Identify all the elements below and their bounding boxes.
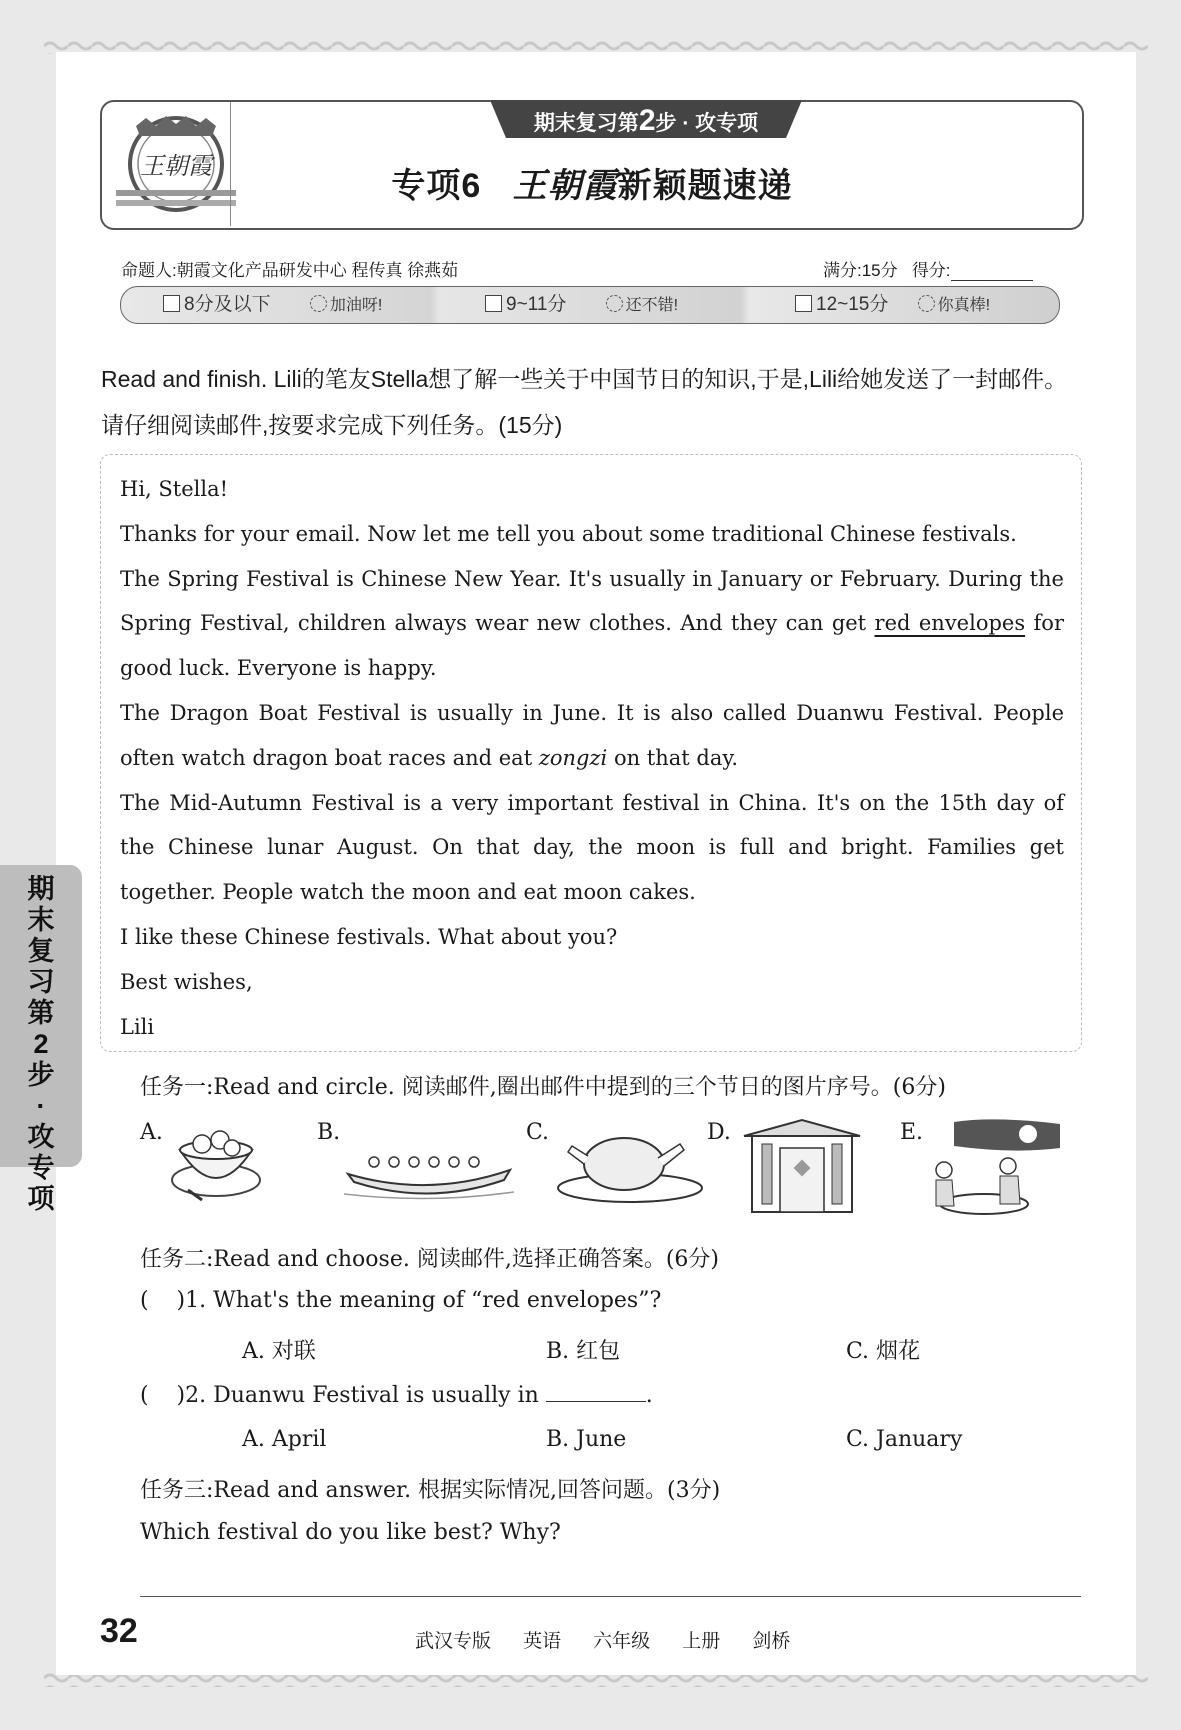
task2-title: 任务二:Read and choose. 阅读邮件,选择正确答案。(6分) — [140, 1247, 719, 1272]
option[interactable]: C. 烟花 — [846, 1339, 921, 1364]
tangyuan-bowl-icon — [168, 1116, 264, 1204]
letter-paragraph: The Dragon Boat Festival is usually in June. It is also called Duanwu Festival. People often watch dragon boat races and eat zongzi on that day. — [120, 700, 1064, 770]
dragon-boat-icon — [344, 1140, 514, 1204]
option[interactable]: B. June — [546, 1427, 627, 1452]
footer-rule — [140, 1596, 1081, 1597]
moon-family-icon — [924, 1118, 1062, 1220]
letter-paragraph: I like these Chinese festivals. What about you? — [120, 924, 618, 949]
header-box — [100, 100, 1084, 230]
question-1: ( )1. What's the meaning of “red envelopes”? — [140, 1288, 662, 1313]
instruction: Read and finish. Lili的笔友Stella想了解一些关于中国节日的知识,于是,Lili给她发送了一封邮件。请仔细阅读邮件,按要求完成下列任务。(15分) — [101, 366, 1068, 438]
picture-label[interactable]: D. — [707, 1120, 731, 1145]
picture-label[interactable]: A. — [140, 1120, 163, 1145]
smile-icon — [310, 295, 327, 312]
picture-label[interactable]: E. — [900, 1120, 924, 1145]
grade-item: 9~11分 还不错! — [485, 287, 678, 323]
task3-title: 任务三:Read and answer. 根据实际情况,回答问题。(3分) — [140, 1478, 721, 1503]
side-tab-char: 步 — [27, 1060, 55, 1090]
smile-icon — [918, 295, 935, 312]
checkbox[interactable] — [485, 295, 502, 312]
score-info: 满分:15分 得分: — [823, 256, 1033, 281]
side-tab-char: 复 — [27, 936, 55, 966]
side-tab-char: 第 — [27, 998, 55, 1028]
roast-turkey-icon — [554, 1118, 706, 1204]
side-tab-char: 专 — [27, 1153, 55, 1183]
side-tab-char: 末 — [27, 905, 55, 935]
side-tab-text — [0, 874, 82, 1215]
letter-paragraph: Thanks for your email. Now let me tell you about some traditional Chinese festivals. — [120, 521, 1017, 546]
grade-bar — [120, 286, 1060, 324]
letter-signature: Lili — [120, 1014, 155, 1039]
question-2: ( )2. Duanwu Festival is usually in . — [140, 1383, 653, 1408]
side-tab-char: 2 — [33, 1029, 49, 1059]
letter-closing: Best wishes, — [120, 969, 253, 994]
answer-paren[interactable]: ( ) — [140, 1383, 186, 1408]
task3-question: Which festival do you like best? Why? — [140, 1520, 561, 1545]
checkbox[interactable] — [163, 295, 180, 312]
side-tab-char: 期 — [27, 874, 55, 904]
option[interactable]: C. January — [846, 1427, 963, 1452]
footer-edition: 武汉专版 英语 六年级 上册 剑桥 — [415, 1630, 791, 1652]
authors: 命题人:朝霞文化产品研发中心 程传真 徐燕茹 — [121, 261, 459, 280]
task1-title: 任务一:Read and circle. 阅读邮件,圈出邮件中提到的三个节日的图片序号。(6分) — [140, 1075, 946, 1100]
side-tab-char: · — [36, 1091, 46, 1121]
checkbox[interactable] — [795, 295, 812, 312]
option[interactable]: A. April — [242, 1427, 327, 1452]
picture-label[interactable]: C. — [526, 1120, 550, 1145]
side-tab-char: 攻 — [27, 1122, 55, 1152]
grade-item: 12~15分 你真棒! — [795, 287, 990, 323]
option[interactable]: B. 红包 — [546, 1339, 621, 1364]
grade-item: 8分及以下 加油呀! — [163, 287, 382, 323]
picture-label[interactable]: B. — [317, 1120, 341, 1145]
couplets-door-icon — [740, 1118, 864, 1214]
svg-text:王朝霞: 王朝霞 — [140, 152, 212, 180]
score-blank[interactable] — [951, 262, 1033, 281]
side-tab-char: 项 — [27, 1184, 55, 1214]
letter-paragraph: The Spring Festival is Chinese New Year. It's usually in January or February. During the Spring Festival, children always wear new clothes. And they can get red envelopes for good luck. Everyone is happy. — [120, 566, 1064, 681]
letter-greeting: Hi, Stella! — [120, 477, 229, 501]
smile-icon — [606, 295, 623, 312]
letter-paragraph: The Mid-Autumn Festival is a very important festival in China. It's on the 15th day of the Chinese lunar August. On that day, the moon is full and bright. Families get together. People watch the moon and eat moon cakes. — [120, 790, 1064, 905]
page-title: 专项6 王朝霞新颖题速递 — [391, 166, 793, 206]
fill-blank[interactable] — [546, 1381, 646, 1402]
answer-paren[interactable]: ( ) — [140, 1288, 186, 1313]
underlined-phrase: red envelopes — [874, 611, 1026, 636]
option[interactable]: A. 对联 — [242, 1339, 316, 1364]
side-tab-char: 习 — [27, 967, 55, 997]
page-number: 32 — [100, 1612, 138, 1650]
letter-box — [100, 454, 1082, 1052]
stage-label: 期末复习第2步 · 攻专项 — [533, 104, 759, 137]
